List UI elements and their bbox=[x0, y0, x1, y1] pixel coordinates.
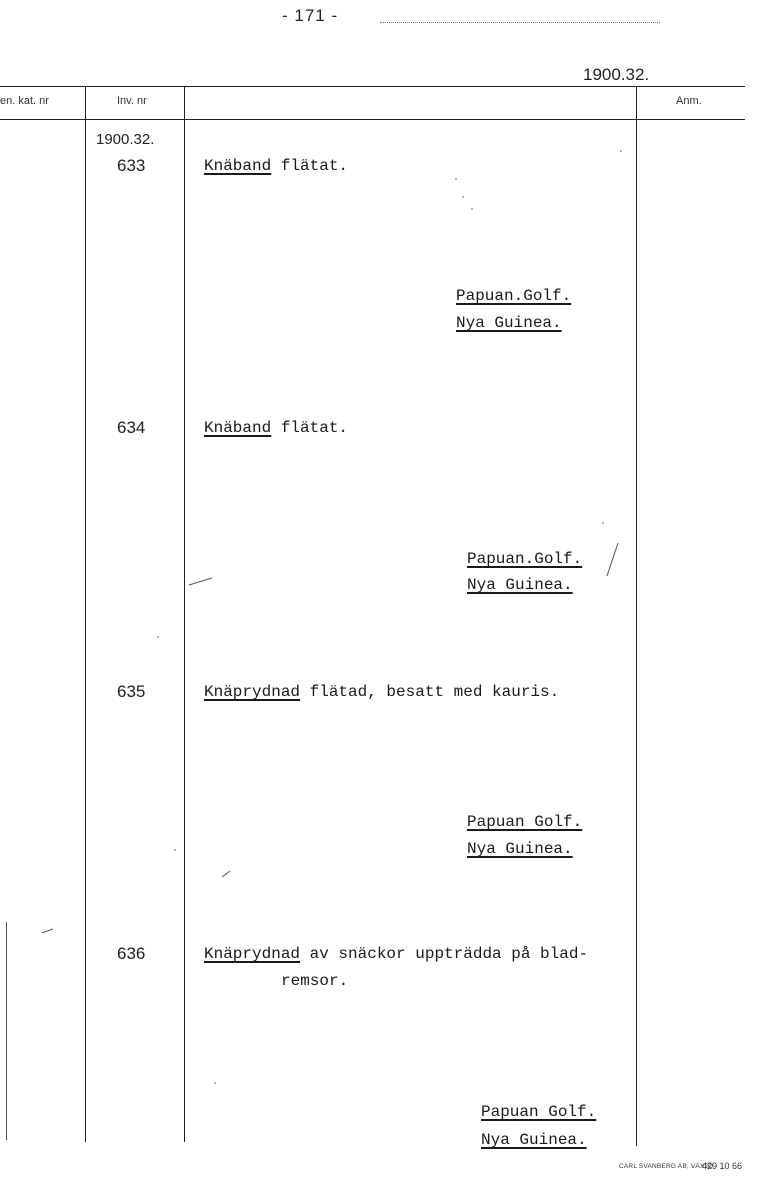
object-name: Knäband bbox=[204, 157, 272, 175]
provenance-country: Nya Guinea. bbox=[467, 576, 573, 594]
page-number: - 171 - bbox=[282, 6, 339, 25]
scan-speck bbox=[471, 208, 473, 210]
scan-speck bbox=[602, 522, 604, 524]
provenance-region: Papuan Golf. bbox=[481, 1103, 597, 1121]
inv-number: 635 bbox=[117, 682, 146, 701]
object-detail: flätat. bbox=[271, 157, 349, 175]
provenance-country: Nya Guinea. bbox=[481, 1131, 587, 1149]
object-description-continued: remsor. bbox=[281, 972, 349, 990]
series-label: 1900.32. bbox=[96, 131, 155, 148]
inv-number: 633 bbox=[117, 156, 146, 175]
pencil-tick-mark bbox=[222, 871, 230, 877]
scan-speck bbox=[455, 178, 457, 180]
inv-number: 636 bbox=[117, 944, 146, 963]
object-detail: av snäckor uppträdda på blad- bbox=[300, 945, 589, 963]
object-name: Knäprydnad bbox=[204, 683, 301, 701]
object-name: Knäprydnad bbox=[204, 945, 301, 963]
column-header-kat-nr: en. kat. nr bbox=[0, 95, 49, 107]
object-name: Knäband bbox=[204, 419, 272, 437]
object-detail: flätad, besatt med kauris. bbox=[300, 683, 560, 701]
provenance-country: Nya Guinea. bbox=[467, 840, 573, 858]
inv-number: 634 bbox=[117, 418, 146, 437]
series-number-top: 1900.32. bbox=[583, 65, 650, 84]
provenance-region: Papuan Golf. bbox=[467, 813, 583, 831]
column-header-inv-nr: Inv. nr bbox=[117, 95, 147, 107]
form-number: 429 10 66 bbox=[702, 1161, 743, 1171]
printer-imprint: CARL SVANBERG AB, VÄXJÖ bbox=[619, 1163, 714, 1170]
pencil-dash-mark bbox=[42, 929, 53, 933]
provenance-region: Papuan.Golf. bbox=[467, 550, 583, 568]
scan-speck bbox=[157, 636, 159, 638]
provenance-region: Papuan.Golf. bbox=[456, 287, 572, 305]
object-detail: flätat. bbox=[271, 419, 349, 437]
column-header-anm: Anm. bbox=[676, 95, 702, 107]
scan-speck bbox=[214, 1082, 216, 1084]
pencil-slash-mark bbox=[607, 543, 618, 576]
scan-speck bbox=[462, 196, 464, 198]
scan-speck bbox=[620, 150, 622, 152]
pencil-dash-mark bbox=[189, 578, 212, 585]
scan-speck bbox=[174, 849, 176, 851]
provenance-country: Nya Guinea. bbox=[456, 314, 562, 332]
